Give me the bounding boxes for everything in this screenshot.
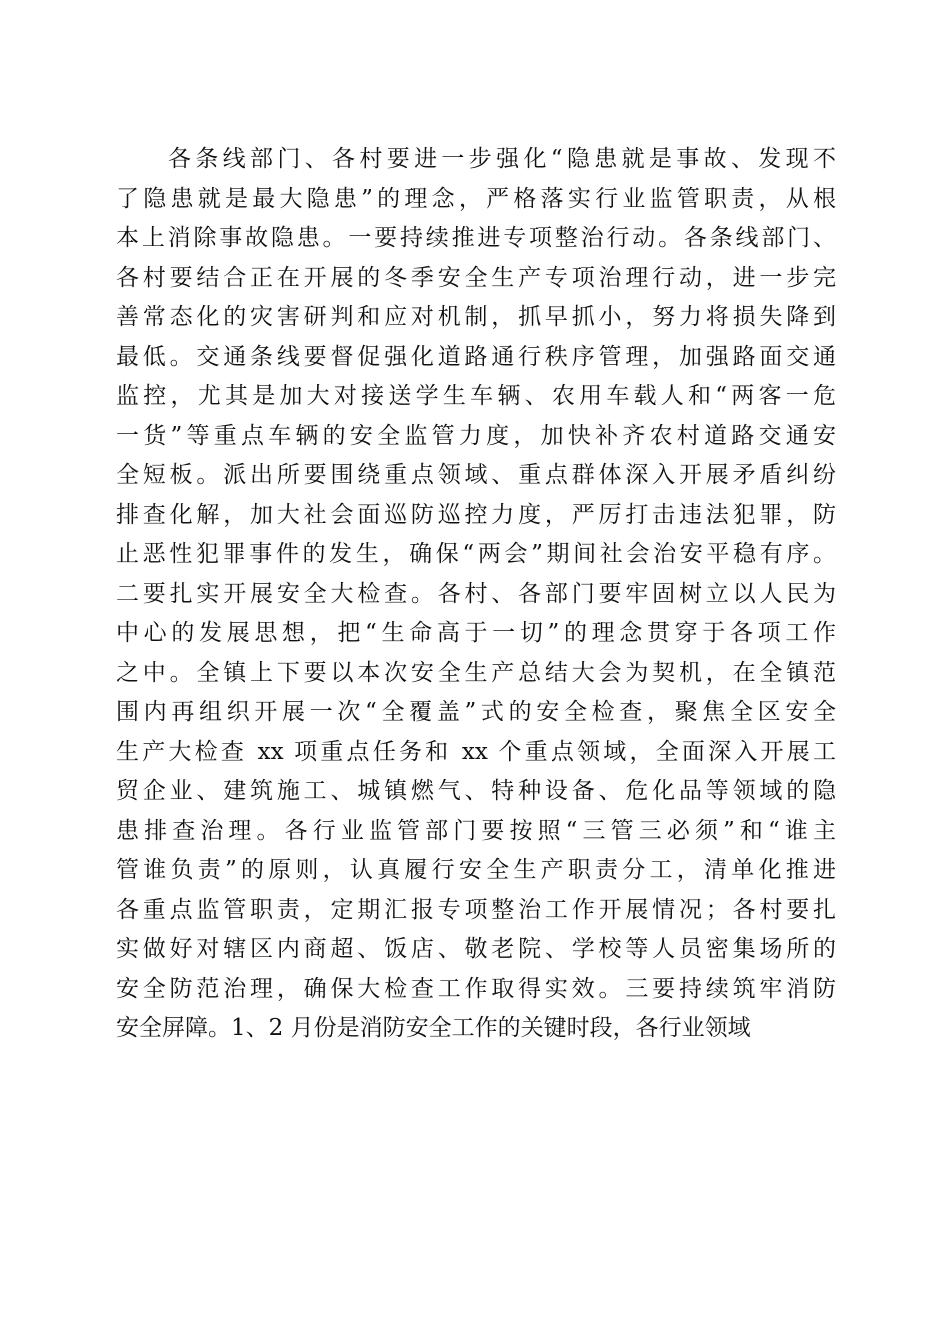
paragraph-line: 患排查治理。各行业监管部门要按照“三管三必须”和“谁主 xyxy=(116,817,836,844)
paragraph-line: 安全防范治理，确保大检查工作取得实效。三要持续筑牢消防 xyxy=(116,975,836,1002)
paragraph-line: 之中。全镇上下要以本次安全生产总结大会为契机，在全镇范 xyxy=(116,659,836,686)
paragraph-line: 最低。交通条线要督促强化道路通行秩序管理，加强路面交通 xyxy=(116,343,836,370)
paragraph-line: 实做好对辖区内商超、饭店、敬老院、学校等人员密集场所的 xyxy=(116,936,836,962)
paragraph-line: 各村要结合正在开展的冬季安全生产专项治理行动，进一步完 xyxy=(116,264,836,291)
paragraph-line: 一货”等重点车辆的安全监管力度，加快补齐农村道路交通安 xyxy=(116,422,836,449)
paragraph-line: 生产大检查 xx 项重点任务和 xx 个重点领域，全面深入开展工 xyxy=(116,738,836,765)
paragraph-line: 围内再组织开展一次“全覆盖”式的安全检查，聚焦全区安全 xyxy=(116,699,836,725)
paragraph-line: 二要扎实开展安全大检查。各村、各部门要牢固树立以人民为 xyxy=(116,580,836,607)
paragraph-line: 管谁负责”的原则，认真履行安全生产职责分工，清单化推进 xyxy=(116,857,836,883)
paragraph-line: 止恶性犯罪事件的发生，确保“两会”期间社会治安平稳有序。 xyxy=(116,541,836,567)
paragraph-line: 善常态化的灾害研判和应对机制，抓早抓小，努力将损失降到 xyxy=(116,304,836,330)
paragraph-line: 各重点监管职责，定期汇报专项整治工作开展情况；各村要扎 xyxy=(116,896,836,923)
paragraph-line: 了隐患就是最大隐患”的理念，严格落实行业监管职责，从根 xyxy=(116,185,836,212)
paragraph-line: 排查化解，加大社会面巡防巡控力度，严厉打击违法犯罪，防 xyxy=(116,501,836,528)
body-paragraph xyxy=(116,140,836,1049)
paragraph-line: 全短板。派出所要围绕重点领域、重点群体深入开展矛盾纠纷 xyxy=(116,462,836,488)
paragraph-line: 各条线部门、各村要进一步强化“隐患就是事故、发现不 xyxy=(168,146,836,172)
paragraph-line: 监控，尤其是加大对接送学生车辆、农用车载人和“两客一危 xyxy=(116,383,836,409)
paragraph-line: 贸企业、建筑施工、城镇燃气、特种设备、危化品等领域的隐 xyxy=(116,778,836,804)
paragraph-line: 安全屏障。1、2 月份是消防安全工作的关键时段，各行业领域 xyxy=(116,1015,751,1041)
paragraph-line: 中心的发展思想，把“生命高于一切”的理念贯穿于各项工作 xyxy=(116,620,836,646)
paragraph-line: 本上消除事故隐患。一要持续推进专项整治行动。各条线部门、 xyxy=(116,225,836,251)
